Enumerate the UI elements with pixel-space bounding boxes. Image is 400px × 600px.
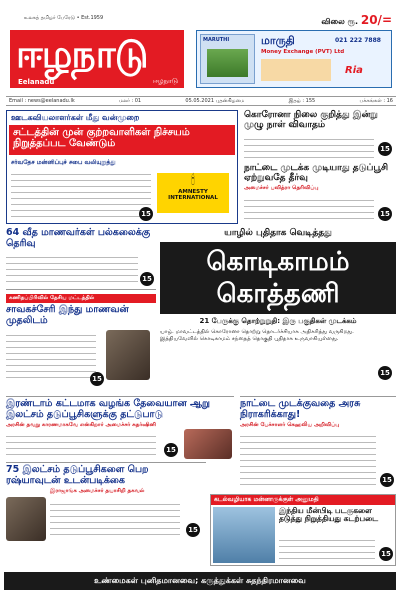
lead-story[interactable] [160, 228, 396, 390]
story9-headline: இந்திய மீன்பிடி படகுகளை தடுத்து நிறுத்தியது கடற்படை [279, 506, 379, 524]
story-fishing-boats[interactable] [210, 494, 396, 566]
story-corona-debate[interactable] [244, 110, 394, 160]
footer-slogan: உண்மைகள் புனிதமானவை; கருத்துக்கள் சுதந்திரமானவை [4, 572, 396, 590]
masthead-logo[interactable] [10, 30, 184, 88]
pages: பக்கங்கள் : 16 [359, 98, 393, 104]
amnesty-logo [157, 173, 229, 213]
price-value: 20/= [360, 13, 392, 27]
story5-headline: சாவகச்சேரி இந்து மாணவன் முதலிடம் [6, 304, 129, 326]
story-vaccine-shortage[interactable] [6, 396, 234, 458]
advertisement[interactable] [196, 30, 392, 88]
story1-headline: சட்டத்தின் முன் குற்றவாளிகள் நிச்சயம் நிறுத்தப்பட வேண்டும் [9, 125, 235, 155]
lead-headline-2: கொத்தணி [216, 279, 340, 309]
info-bar [6, 96, 396, 106]
page-badge: 15 [378, 142, 392, 156]
story-lockdown[interactable] [240, 396, 396, 492]
page-badge: 15 [186, 523, 200, 537]
page-badge: 15 [164, 443, 178, 457]
story1-body [11, 169, 151, 219]
lead-strap: 21 பேருக்கு தொற்றுறுதி: இரு பகுதிகள் முடக்கம் [199, 317, 357, 325]
lead-body: யாழ். மாவட்டத்தில் கொரோனா தொற்று தொடர்ச்சியாக அதிகரித்து வருகிறது. இத்தியவேளில் கொடிகாமம் சந்தைத் தொகுதி புதிதாக உருவாகியுள்ளது. [160, 329, 354, 342]
story2-body [244, 134, 374, 158]
story-journalists[interactable] [6, 110, 238, 224]
story1-strap: சர்வதேச மன்னிப்புச் சபை வலியுறுத்து [11, 159, 116, 166]
page-badge: 15 [380, 473, 394, 487]
story7-body [240, 431, 376, 489]
ad-partner: Ria [345, 65, 363, 76]
story6-strap: அரசின் தவறு காரணமாகவே என்கிறார் அமைச்சர் சுதர்ஷினி [6, 422, 156, 429]
ad-phone: 021 222 7888 [335, 37, 381, 44]
boat-photo [213, 507, 275, 563]
story-university[interactable] [6, 228, 156, 290]
story-russia-deal[interactable] [6, 462, 206, 542]
page-badge: 15 [140, 272, 154, 286]
story8-body [50, 499, 180, 539]
lead-headline-1: கொடிகாமம் [206, 247, 350, 277]
logo-english: Eelanadu [18, 78, 55, 86]
story-vaccine-solution[interactable] [244, 163, 394, 225]
issue: இதழ் : 155 [288, 98, 316, 104]
story7-strap: அரசின் பேச்சாளர் கெஹலிய அறிவிப்பு [240, 422, 340, 429]
story4-headline: 64 வீத மாணவர்கள் பல்கலைக்கு தெரிவு [6, 227, 151, 249]
page-badge: 15 [139, 207, 153, 221]
story-student-first[interactable] [6, 294, 156, 390]
page-badge: 15 [379, 547, 393, 561]
story4-body [6, 252, 138, 286]
amnesty-text: AMNESTY INTERNATIONAL [168, 189, 218, 201]
page-badge: 15 [90, 372, 104, 386]
dayasiri-photo [6, 497, 46, 541]
ad-photo [261, 59, 331, 81]
lead-headline-box [160, 242, 396, 314]
story8-strap: இராஜாங்க அமைச்சர் தயாசிறி தகவல் [50, 488, 145, 495]
story3-strap: அமைச்சர் பவித்ரா தெரிவிப்பு [244, 185, 319, 192]
logo-text: ஈழநாடு [16, 32, 148, 76]
story8-headline: 75 இலட்சம் தடுப்பூசிகளை பெற ரஷ்யாவுடன் உடன்படிக்கை [6, 464, 149, 486]
ad-money-graphic [207, 49, 248, 77]
ad-title: Money Exchange (PVT) Ltd [261, 49, 345, 55]
story3-body [244, 195, 374, 223]
story2-headline: கொரோனா நிலை குறித்து இன்று முழு நாள் விவாதம் [244, 110, 378, 131]
story1-kicker: ஊடகவியலாளர்கள் மீது வன்முறை [11, 113, 140, 122]
story5-kicker: கணிதப்பிரிவில் தேசிய மட்டத்தில் [6, 294, 156, 303]
ad-sub: MARUTHI [203, 37, 230, 43]
story5-body [6, 330, 96, 380]
minister-photo [184, 429, 232, 459]
page-badge: 15 [378, 207, 392, 221]
story3-headline: நாட்டை முடக்க முடியாது தடுப்பூசி ஏற்றுவதே தீர்வு [244, 163, 389, 184]
story6-headline: இரண்டாம் கட்டமாக வழங்க தேவையான ஆறு இலட்சம் தடுப்பூசிகளுக்கு தட்டுபாடு [6, 398, 210, 420]
story7-headline: நாட்டை முடக்குவதை அரசு நிராகரிக்காது! [240, 398, 361, 420]
page-badge: 15 [378, 366, 392, 380]
story9-kicker: கடல்வழியாக மன்னாருக்குள் அனுமதி [211, 495, 395, 505]
masthead-top-note: உலகத் தமிழர் பேரேடு • Est.1959 [24, 15, 104, 21]
story9-body [279, 535, 375, 561]
lead-kicker: யாழில் புதிதாக வெடித்தது [224, 228, 332, 238]
date: 05.05.2021 புதன்கிழமை [185, 98, 245, 104]
price-label: விலை ரூ. [321, 17, 359, 26]
ad-image [200, 34, 255, 84]
candle-icon: 🕯 [191, 173, 195, 188]
email: Email : news@eelanadu.lk [9, 98, 75, 104]
price [321, 13, 392, 27]
ad-brand: மாருதி [261, 34, 295, 47]
story6-body [6, 431, 156, 459]
volume: மலர் : 01 [119, 98, 142, 104]
logo-tamil-small: ஈழநாடு [153, 77, 178, 85]
student-photo [106, 330, 150, 380]
